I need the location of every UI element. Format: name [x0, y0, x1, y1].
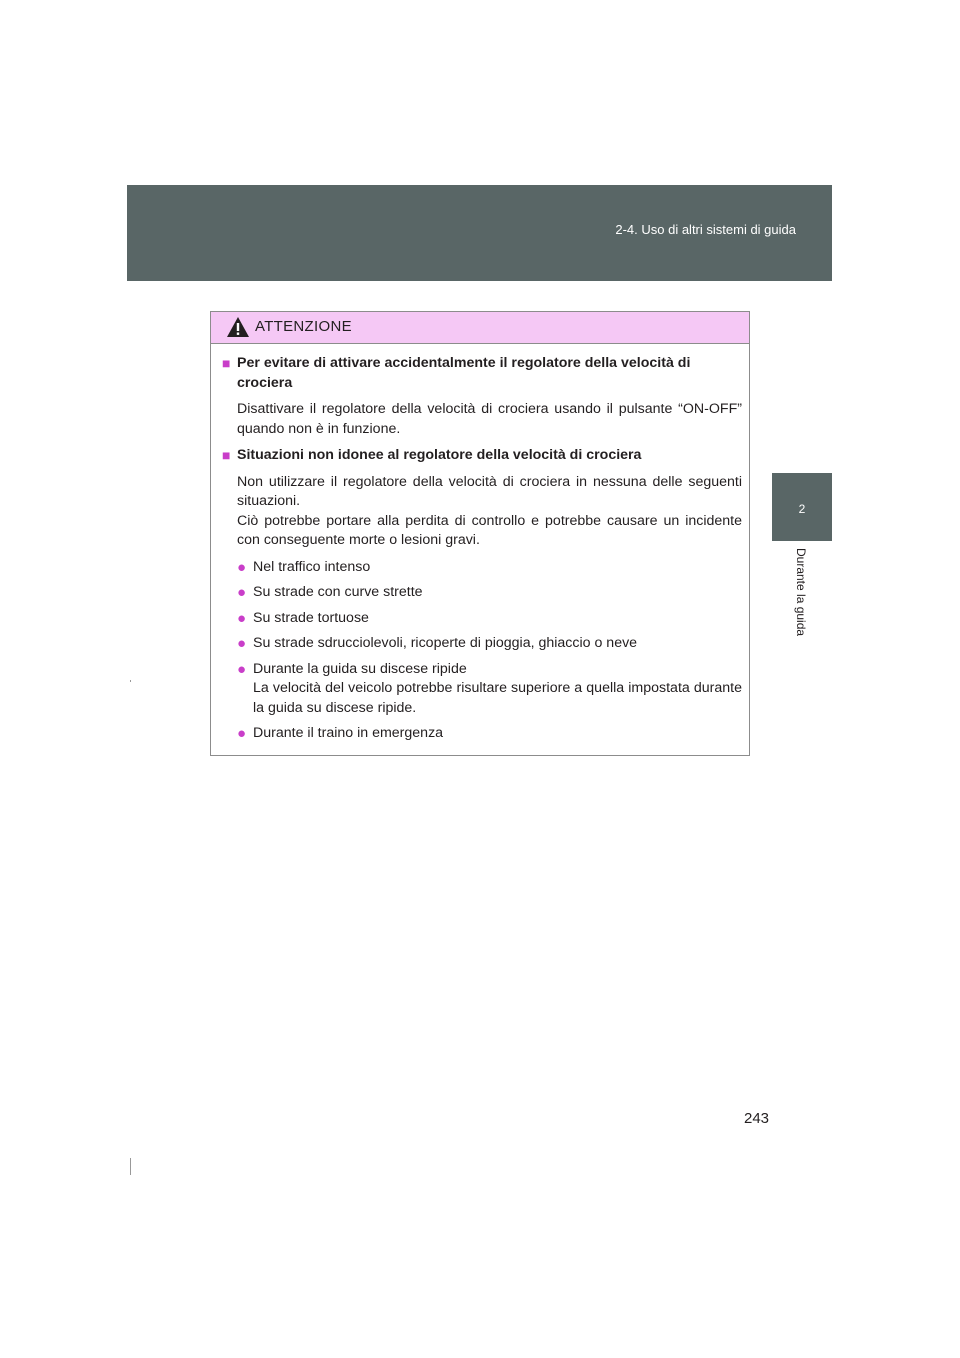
warning-title: ATTENZIONE — [255, 318, 352, 335]
chapter-number: 2 — [798, 502, 806, 516]
circle-bullet-icon: ● — [237, 558, 247, 576]
warning-body — [211, 344, 749, 744]
section-title: 2-4. Uso di altri sistemi di guida — [615, 222, 796, 237]
square-marker-icon: ■ — [222, 447, 231, 463]
header-band — [127, 185, 832, 281]
list-item — [222, 660, 742, 719]
section-heading: ■ Per evitare di attivare accidentalmente il regolatore della velocità di crociera — [222, 354, 742, 393]
circle-bullet-icon: ● — [237, 725, 247, 742]
list-item: ● Durante il traino in emergenza — [222, 724, 742, 744]
circle-bullet-icon: ● — [237, 660, 247, 678]
paragraph: Ciò potrebbe portare alla perdita di controllo e potrebbe causare un incidente con conseguente morte o lesioni gravi. — [237, 512, 742, 548]
circle-bullet-icon: ● — [237, 609, 247, 627]
chapter-tab — [772, 473, 832, 541]
section-heading: ■ Situazioni non idonee al regolatore della velocità di crociera — [222, 446, 742, 466]
paragraph: Non utilizzare il regolatore della velocità di crociera in nessuna delle seguenti situazioni. — [237, 473, 742, 509]
warning-section — [222, 446, 742, 466]
list-item-title: Durante la guida su discese ripide — [253, 660, 467, 677]
page-number: 243 — [744, 1110, 770, 1127]
circle-bullet-icon: ● — [237, 635, 247, 652]
chapter-label: Durante la guida — [794, 548, 808, 637]
paragraph: Disattivare il regolatore della velocità di crociera usando il pulsante “ON-OFF” quando non è in funzione. — [237, 401, 742, 437]
warning-header — [211, 312, 749, 344]
list-item: ● Nel traffico intenso — [222, 558, 742, 578]
warning-box — [210, 311, 750, 756]
circle-bullet-icon: ● — [237, 584, 247, 601]
square-marker-icon: ■ — [222, 355, 231, 371]
list-item: ● Su strade con curve strette — [222, 583, 742, 603]
crop-mark — [130, 680, 131, 682]
crop-mark — [130, 1158, 131, 1175]
list-item: ● Su strade tortuose — [222, 609, 742, 629]
list-item-detail: La velocità del veicolo potrebbe risultare superiore a quella impostata durante la guida su discese ripide. — [253, 680, 742, 716]
warning-section — [222, 354, 742, 393]
warning-triangle-icon — [226, 316, 250, 338]
list-item: ● Su strade sdrucciolevoli, ricoperte di pioggia, ghiaccio o neve — [222, 634, 742, 654]
